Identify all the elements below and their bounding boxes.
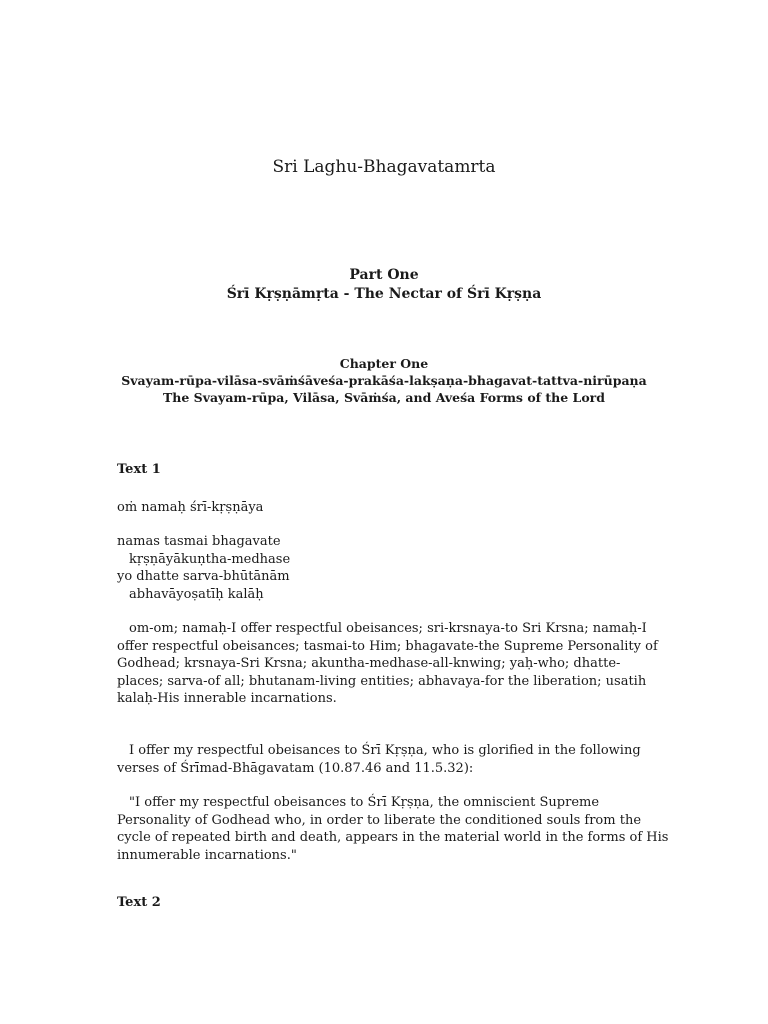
text-1-heading: Text 1	[117, 462, 161, 477]
quote-line: cycle of repeated birth and death, appears in the material world in the forms of His	[117, 830, 669, 845]
translation-quote	[117, 794, 669, 864]
verse-line: yo dhatte sarva-bhūtānām	[117, 569, 290, 584]
chapter-number: Chapter One	[339, 356, 429, 371]
verse-line: kṛṣṇāyākuṇtha-medhase	[129, 551, 291, 567]
part-number: Part One	[349, 267, 419, 283]
invocation-line: oṁ namaḥ śrī-kṛṣṇāya	[117, 500, 264, 515]
quote-line: "I offer my respectful obeisances to Śrī Kṛṣṇa, the omniscient Supreme	[129, 795, 600, 810]
translation-line: I offer my respectful obeisances to Śrī Kṛṣṇa, who is glorified in the following	[129, 743, 641, 758]
translation-line: verses of Śrīmad-Bhāgavatam (10.87.46 and 11.5.32):	[117, 760, 474, 776]
word-meanings	[117, 620, 657, 708]
chapter-sanskrit-title: Svayam-rūpa-vilāsa-svāṁśāveśa-prakāśa-lakṣaṇa-bhagavat-tattva-nirūpaṇa	[121, 373, 647, 388]
verse-line: namas tasmai bhagavate	[117, 534, 281, 549]
quote-line: innumerable incarnations."	[117, 847, 297, 863]
chapter-english-title: The Svayam-rūpa, Vilāsa, Svāṁśa, and Aveśa Forms of the Lord	[162, 390, 606, 405]
translation-intro	[117, 742, 657, 777]
text-2-heading: Text 2	[117, 895, 161, 910]
book-title: Sri Laghu-Bhagavatamrta	[272, 157, 496, 177]
quote-line: Personality of Godhead who, in order to liberate the conditioned souls from the	[117, 812, 642, 828]
word-meaning-line: kalaḥ-His innerable incarnations.	[117, 691, 337, 706]
chapter-heading	[0, 355, 768, 406]
word-meaning-line: Godhead; krsnaya-Sri Krsna; akuntha-medhase-all-knwing; yaḥ-who; dhatte-	[117, 656, 621, 671]
word-meaning-line: places; sarva-of all; bhutanam-living entities; abhavaya-for the liberation; usatih	[117, 673, 647, 689]
part-title: Śrī Kṛṣṇāmṛta - The Nectar of Śrī Kṛṣṇa	[226, 286, 542, 302]
sanskrit-verse	[117, 533, 657, 603]
word-meaning-line: om-om; namaḥ-I offer respectful obeisances; sri-krsnaya-to Sri Krsna; namaḥ-I	[129, 621, 647, 636]
verse-line: abhavāyoṣatīḥ kalāḥ	[129, 586, 264, 602]
word-meaning-line: offer respectful obeisances; tasmai-to Him; bhagavate-the Supreme Personality of	[117, 638, 658, 654]
part-heading	[0, 266, 768, 304]
